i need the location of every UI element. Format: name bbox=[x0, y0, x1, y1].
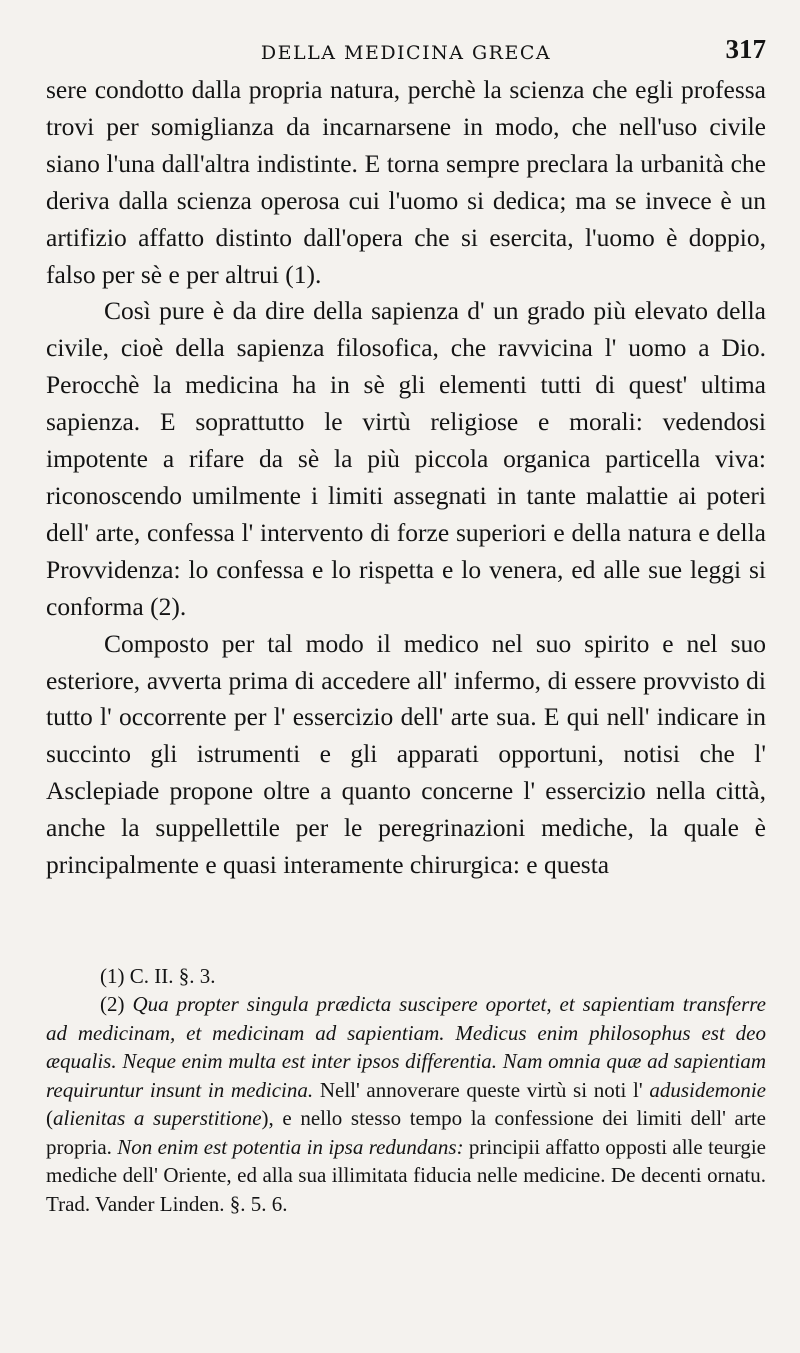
footnotes bbox=[46, 962, 766, 1219]
footnote-2 bbox=[46, 990, 766, 1218]
paragraph: Composto per tal modo il medico nel suo spirito e nel suo esteriore, avverta prima di accedere all' infermo, di essere provvisto di tutto l' occorrente per l' essercizio dell' arte sua. E qui nell' indicare in succinto gli istrumenti e gli apparati opportuni, notisi che l' Asclepiade propone oltre a quanto concerne l' essercizio nella città, anche la suppellettile per le peregrinazioni mediche, la quale è principalmente e quasi interamente chirurgica: e questa bbox=[46, 628, 766, 880]
footnote-2-segment: adusidemonie bbox=[649, 1077, 766, 1102]
page-header bbox=[46, 28, 766, 72]
paragraph: sere condotto dalla propria natura, perchè la scienza che egli professa trovi per somiglianza da incarnarsene in modo, che nell'uso civile siano l'una dall'altra indistinte. E torna sempre preclara la urbanità che deriva dalla scienza operosa cui l'uomo si dedica; ma se invece è un artifizio affatto distinto dall'opera che si esercita, l'uomo è doppio, falso per sè e per altrui (1). bbox=[46, 75, 766, 289]
footnote-2-segment: principii affatto opposti alle teurgie mediche dell' Oriente, ed alla sua illimitata fiducia nelle medicine. De decenti ornatu. Trad. Vander Linden. §. 5. 6. bbox=[46, 1134, 766, 1216]
footnote-2-segment: ( bbox=[46, 1106, 53, 1131]
footnote-2-segment: Nell' annoverare queste virtù si noti l' bbox=[313, 1077, 650, 1102]
body-text bbox=[46, 72, 766, 884]
paragraph: Così pure è da dire della sapienza d' un grado più elevato della civile, cioè della sapienza filosofica, che ravvicina l' uomo a Dio. Perocchè la medicina ha in sè gli elementi tutti di quest' ultima sapienza. E soprattutto le virtù religiose e morali: vedendosi impotente a rifare da sè la più piccola organica particella viva: riconoscendo umilmente i limiti assegnati in tante malattie ai poteri dell' arte, confessa l' intervento di forze superiori e della natura e della Provvidenza: lo confessa e lo rispetta e lo venera, ed alle sue leggi si conforma (2). bbox=[46, 296, 766, 621]
footnote-1: (1) C. II. §. 3. bbox=[100, 963, 216, 988]
running-title: DELLA MEDICINA GRECA bbox=[260, 42, 552, 64]
footnote-2-segment: Qua propter singula prædicta suscipere oportet, et sapientiam transferre ad medicinam, et medicinam ad sapientiam. Medicus enim philosophus est deo æqualis. Neque enim multa est inter ipsos differentia. Nam omnia quæ ad sapientiam requiruntur insunt in medicina. bbox=[46, 992, 766, 1102]
footnote-2-segment: (2) bbox=[100, 992, 133, 1017]
footnote-2-segment: Non enim est potentia in ipsa redundans: bbox=[117, 1134, 464, 1159]
footnote-2-segment: ), e nello stesso tempo la confessione dei limiti dell' arte propria. bbox=[46, 1106, 766, 1159]
page-number: 317 bbox=[725, 34, 766, 64]
footnote-2-segment: alienitas a superstitione bbox=[53, 1106, 262, 1131]
